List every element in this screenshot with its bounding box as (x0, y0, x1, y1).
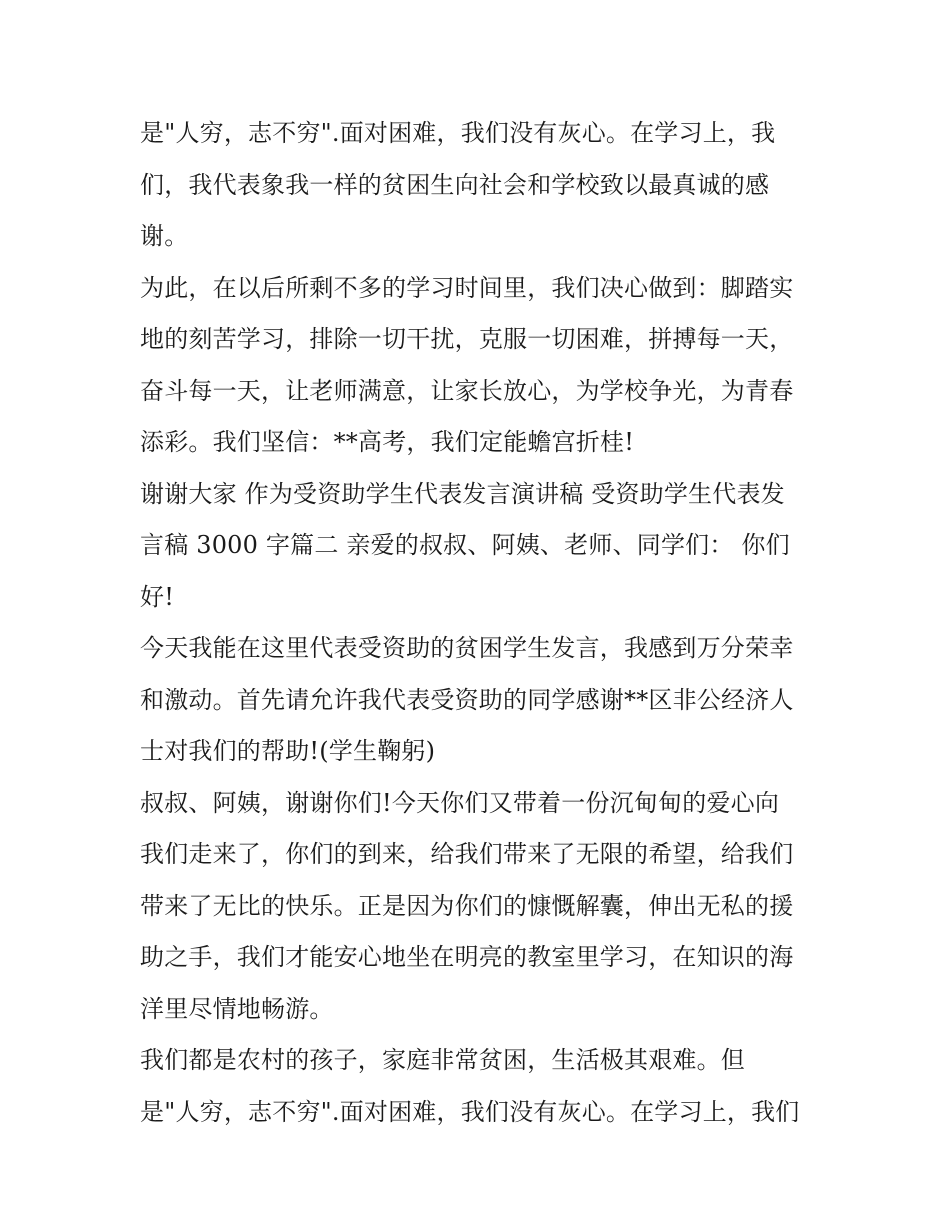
text-line: 士对我们的帮助!(学生鞠躬) (140, 737, 436, 765)
document-body (140, 108, 820, 1138)
text-line: 带来了无比的快乐。正是因为你们的慷慨解囊，伸出无私的援 (140, 891, 794, 920)
text-line: 叔叔、阿姨，谢谢你们!今天你们又带着一份沉甸甸的爱心向 (140, 788, 780, 817)
text-line: 添彩。我们坚信：**高考，我们定能蟾宫折桂! (140, 428, 635, 456)
text-line: 们，我代表象我一样的贫困生向社会和学校致以最真诚的感 (140, 170, 770, 199)
text-line: 助之手，我们才能安心地坐在明亮的教室里学习，在知识的海 (140, 943, 794, 971)
text-line: 奋斗每一天，让老师满意，让家长放心，为学校争光，为青春 (140, 376, 794, 405)
text-line: 言稿 3000 字篇二 亲爱的叔叔、阿姨、老师、同学们： 你们 (140, 531, 790, 559)
text-line: 我们走来了，你们的到来，给我们带来了无限的希望，给我们 (140, 840, 794, 868)
text-line: 地的刻苦学习，排除一切干扰，克服一切困难，拼搏每一天， (140, 325, 794, 353)
text-line: 好! (140, 582, 175, 611)
text-line: 今天我能在这里代表受资助的贫困学生发言，我感到万分荣幸 (140, 634, 794, 662)
text-line: 谢。 (140, 222, 189, 250)
text-line: 为此，在以后所剩不多的学习时间里，我们决心做到：脚踏实 (140, 273, 794, 302)
text-line: 谢谢大家 作为受资助学生代表发言演讲稿 受资助学生代表发 (140, 479, 785, 508)
text-line: 是"人穷，志不穷".面对困难，我们没有灰心。在学习上，我们 (140, 1097, 800, 1126)
text-line: 是"人穷，志不穷".面对困难，我们没有灰心。在学习上，我 (140, 119, 776, 147)
text-line: 和激动。首先请允许我代表受资助的同学感谢**区非公经济人 (140, 685, 794, 714)
text-line: 我们都是农村的孩子，家庭非常贫困，生活极其艰难。但 (140, 1046, 745, 1074)
text-line: 洋里尽情地畅游。 (140, 994, 334, 1023)
